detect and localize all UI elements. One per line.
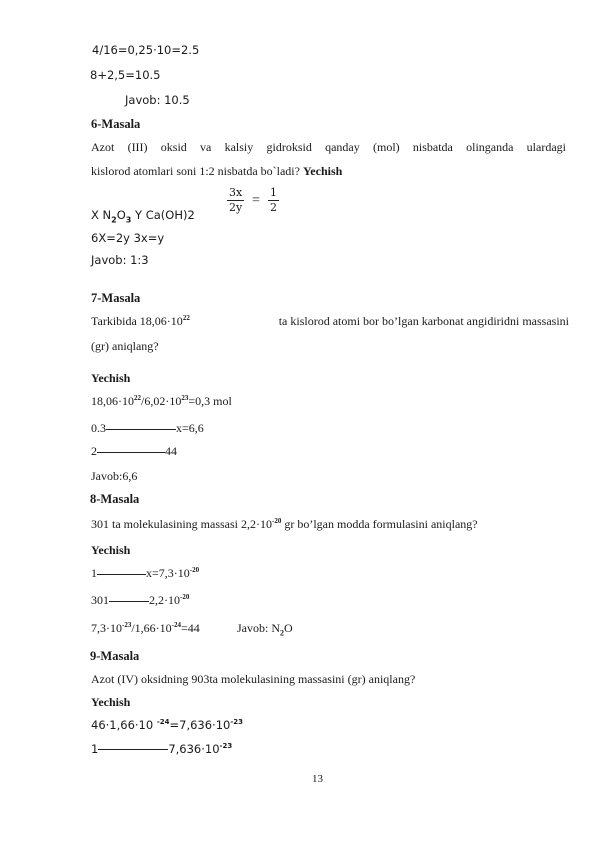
formula-o: O: [116, 208, 126, 222]
fraction-1-2: [268, 187, 279, 214]
dash-line: [106, 429, 176, 430]
row-sup: -20: [189, 566, 200, 574]
formula-n: N: [102, 208, 112, 222]
row-right: 44: [165, 444, 177, 458]
masala-8-text-b: gr bo’lgan modda formulasini aniqlang?: [281, 517, 478, 531]
masala-9-proportion-row-1: [91, 742, 232, 756]
row-left: 0.3: [91, 421, 106, 435]
masala-8-calc: [91, 621, 200, 635]
equals-sign: =: [252, 193, 260, 208]
dash-line: [97, 574, 146, 575]
calc-b-sup: -23: [230, 718, 244, 727]
formula-x: X: [91, 208, 99, 222]
masala-9-text: Azot (IV) oksidning 903ta molekulasining massasini (gr) aniqlang?: [91, 672, 416, 686]
calc-line-2: 8+2,5=10.5: [90, 68, 161, 82]
masala-6-heading: 6-Masala: [91, 117, 141, 131]
calc-b: =7,636·10: [169, 718, 231, 732]
masala-7-answer: Javob:6,6: [91, 469, 138, 483]
masala-6-answer: Javob: 1:3: [91, 253, 149, 267]
masala-7-text-sup: 22: [182, 314, 190, 322]
formula-n-sub: 2: [111, 215, 117, 225]
formula-rest: Y Ca(OH)2: [131, 208, 195, 222]
masala-8-yechish: Yechish: [91, 543, 131, 557]
masala-8-text-a: 301 ta molekulasining massasi 2,2·10: [91, 517, 272, 531]
masala-6-equation: 6X=2y 3x=y: [91, 231, 165, 245]
masala-7-heading: 7-Masala: [91, 291, 141, 305]
masala-7-text-part-1: [91, 314, 190, 328]
calc-a-sup: 22: [134, 394, 141, 402]
fraction-numerator: 3x: [229, 186, 243, 199]
fraction-denominator: 2: [270, 201, 277, 214]
answer-sub: 2: [280, 628, 284, 638]
masala-6-text-line-1: Azot (III) oksid va kalsiy gidroksid qanday (mol) nisbatda olinganda ulardagi: [91, 140, 566, 154]
masala-9-calc: [91, 718, 243, 732]
formula-o-sub: 3: [125, 215, 132, 225]
calc-a-sup: -23: [122, 621, 132, 629]
masala-9-heading: 9-Masala: [90, 649, 140, 663]
masala-7-text-b: ta kislorod atomi bor bo’lgan karbonat angidiridni massasini: [278, 314, 569, 328]
calc-a: 7,3·10: [91, 621, 122, 635]
calc-b-sup: -24: [171, 621, 182, 629]
row-right: x=6,6: [176, 421, 204, 435]
masala-7-text-line-1: [91, 314, 569, 328]
calc-b: /1,66·10: [131, 621, 172, 635]
masala-8-text: [91, 517, 478, 531]
masala-6-formula: [91, 208, 195, 225]
row-right: x=7,3·10: [146, 566, 190, 580]
masala-8-answer: [237, 621, 293, 638]
calc-c: =44: [181, 621, 200, 635]
row-right: 2,2·10: [149, 593, 180, 607]
masala-8-text-sup: -20: [271, 517, 282, 525]
answer-text: Javob: N: [237, 621, 280, 635]
calc-b: /6,02·10: [141, 394, 182, 408]
masala-7-text-a: Tarkibida 18,06·10: [91, 314, 183, 328]
calc-line-1: 4/16=0,25·10=2.5: [92, 43, 200, 57]
row-left: 1: [91, 566, 97, 580]
masala-6-text-line-2: [91, 164, 342, 178]
masala-8-proportion-row-1: [91, 566, 199, 580]
fraction-3x-2y: [227, 187, 244, 214]
answer-end: O: [284, 621, 293, 635]
masala-7-proportion-row-1: [91, 421, 204, 435]
row-left: 2: [91, 444, 97, 458]
fraction-numerator: 1: [270, 186, 277, 199]
row-left: 301: [91, 593, 109, 607]
row-left: 1: [91, 742, 99, 756]
masala-8-heading: 8-Masala: [90, 492, 140, 506]
row-right: 7,636·10: [168, 742, 220, 756]
dash-line: [98, 749, 168, 750]
masala-7-proportion-row-2: [91, 444, 177, 458]
calc-a-sup: -24: [156, 718, 170, 727]
row-sup: -23: [219, 742, 233, 751]
dash-line: [109, 601, 149, 602]
masala-8-proportion-row-2: [91, 593, 189, 607]
row-sup: -20: [180, 593, 190, 601]
calc-c: =0,3 mol: [188, 394, 232, 408]
fraction-denominator: 2y: [228, 201, 243, 214]
calc-a: 46·1,66·10: [91, 718, 157, 732]
masala-6-question: kislorod atomlari soni 1:2 nisbatda bo`ladi?: [91, 164, 303, 178]
calc-answer: Javob: 10.5: [125, 93, 190, 107]
dash-line: [97, 452, 165, 453]
page-number: 13: [312, 773, 323, 785]
masala-7-yechish: Yechish: [91, 371, 131, 385]
calc-b-sup: 23: [181, 394, 189, 402]
masala-9-yechish: Yechish: [91, 695, 131, 709]
masala-6-yechish: Yechish: [302, 164, 343, 178]
calc-a: 18,06·10: [91, 394, 134, 408]
masala-7-text-line-2: (gr) aniqlang?: [91, 339, 159, 353]
masala-7-calc: [91, 394, 232, 408]
